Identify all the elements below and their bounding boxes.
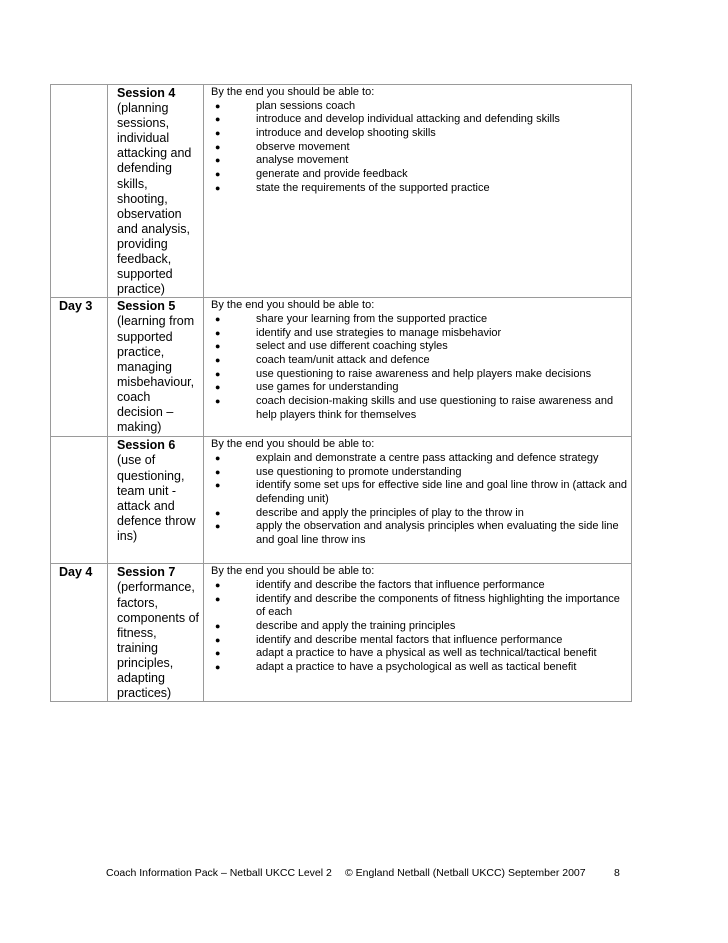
- outcomes-intro: By the end you should be able to:: [211, 86, 375, 98]
- list-item: ● identify and describe the factors that influence performance: [215, 578, 545, 591]
- outcomes-intro: By the end you should be able to:: [211, 299, 375, 312]
- outcomes-cell: [204, 85, 632, 298]
- outcomes-cell: [204, 564, 632, 702]
- list-item: ● introduce and develop individual attacking and defending skills: [215, 113, 560, 126]
- session-cell: [108, 298, 204, 437]
- session-description: (learning from supported practice, managing misbehaviour, coach decision –making): [117, 314, 195, 435]
- list-item: ● explain and demonstrate a centre pass attacking and defence strategy: [215, 451, 599, 464]
- list-item: ● plan sessions coach: [215, 99, 356, 112]
- outcomes-list: [211, 313, 628, 422]
- outcomes-list: [211, 100, 628, 196]
- list-item: ● introduce and develop shooting skills: [215, 126, 436, 139]
- list-item: ● observe movement: [215, 140, 350, 153]
- session-title: Session 4: [117, 86, 176, 100]
- session-title: Session 6: [117, 438, 176, 453]
- outcomes-intro: By the end you should be able to:: [211, 565, 375, 578]
- outcomes-intro: By the end you should be able to:: [211, 438, 375, 451]
- session-title: Session 7: [117, 565, 176, 580]
- list-item: ● generate and provide feedback: [215, 167, 408, 180]
- list-item: ● describe and apply the principles of play to the throw in: [215, 506, 524, 519]
- session-description: (planning sessions, individual attacking and defending skills, shooting, observation and analysis, providing feedback, supported practice): [117, 101, 192, 297]
- session-cell: [108, 437, 204, 564]
- list-item: ● apply the observation and analysis principles when evaluating the side line and goal line throw ins: [215, 520, 619, 546]
- day-cell: [51, 437, 108, 564]
- list-item: ● identify and describe mental factors that influence performance: [215, 633, 563, 646]
- day-cell: Day 3: [51, 298, 108, 437]
- list-item: ● coach team/unit attack and defence: [215, 353, 430, 366]
- day-cell: [51, 85, 108, 298]
- list-item: ● share your learning from the supported practice: [215, 312, 488, 325]
- outcomes-cell: [204, 298, 632, 437]
- footer-copyright: © England Netball (Netball UKCC) September 2007: [345, 867, 586, 879]
- list-item: ● coach decision-making skills and use questioning to raise awareness and help players think for themselves: [215, 394, 614, 421]
- list-item: ● state the requirements of the supported practice: [215, 181, 490, 194]
- list-item: ● adapt a practice to have a physical as well as technical/tactical benefit: [215, 647, 597, 660]
- list-item: ● identify some set ups for effective side line and goal line throw in (attack and defending unit): [215, 479, 627, 505]
- list-item: ● analyse movement: [215, 154, 349, 167]
- list-item: ● use games for understanding: [215, 381, 399, 394]
- list-item: ● describe and apply the training principles: [215, 619, 456, 632]
- course-schedule-table: [50, 84, 632, 702]
- list-item: ● identify and describe the components of fitness highlighting the importance of each: [215, 592, 620, 619]
- outcomes-cell: [204, 437, 632, 564]
- session-description: (performance, factors, components of fitness, training principles, adapting practices): [117, 580, 199, 701]
- list-item: ● use questioning to raise awareness and help players make decisions: [215, 367, 592, 380]
- list-item: ● identify and use strategies to manage misbehavior: [215, 326, 502, 339]
- table-row: [51, 85, 632, 298]
- page-number: 8: [614, 867, 620, 879]
- session-description: (use of questioning, team unit - attack and defence throw ins): [117, 453, 196, 543]
- table-row: [51, 437, 632, 564]
- footer-left: Coach Information Pack – Netball UKCC Level 2: [106, 867, 332, 879]
- outcomes-list: [211, 452, 628, 548]
- table-row: [51, 564, 632, 702]
- table-row: [51, 298, 632, 437]
- list-item: ● adapt a practice to have a psychological as well as tactical benefit: [215, 660, 577, 673]
- session-cell: [108, 85, 204, 298]
- session-title: Session 5: [117, 299, 176, 314]
- list-item: ● select and use different coaching styles: [215, 340, 448, 353]
- outcomes-list: [211, 579, 628, 675]
- list-item: ● use questioning to promote understanding: [215, 465, 462, 478]
- day-cell: Day 4: [51, 564, 108, 702]
- session-cell: [108, 564, 204, 702]
